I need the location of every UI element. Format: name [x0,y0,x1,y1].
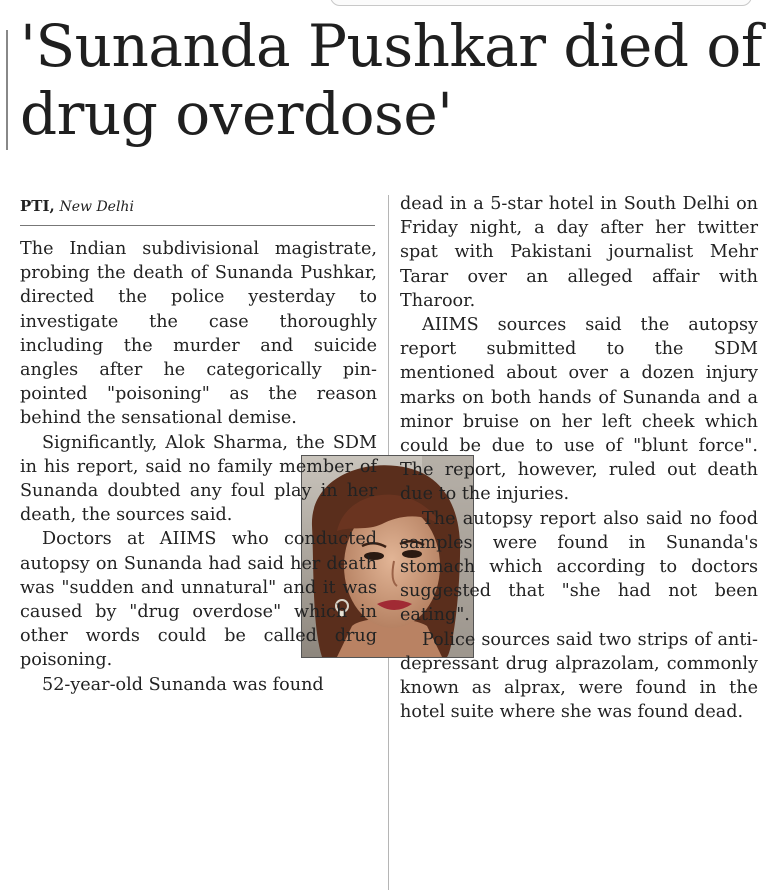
byline-location: New Delhi [59,199,134,215]
article-column-2 [400,192,758,724]
byline-rule [20,225,375,226]
paragraph: Police sources said two strips of anti-depressant drug alprazolam, commonly known as alprax, were found in the hotel suite where she was found dead. [400,629,758,723]
paragraph: dead in a 5-star hotel in South Delhi on Friday night, a day after her twitter spat with Pakistani journalist Mehr Tarar over an alleged affair with Tharoor. [400,194,758,311]
paragraph: Doctors at AIIMS who conducted autopsy on Sunanda had said her death was "sudden and unnatural" and it was caused by "drug overdose" which in other words could be called drug poisoning. [20,529,377,671]
page-top-tab [330,0,752,6]
paragraph: The Indian subdivisional magistrate, probing the death of Sunanda Pushkar, directed the police yesterday to investigate the case thoroughly including the murder and suicide angles after he categorically pin-pointed "poisoning" as the reason behind the sensational demise. [20,239,377,429]
byline [20,197,134,215]
paragraph: The autopsy report also said no food samples were found in Sunanda's stomach which according to doctors suggested that "she had not been eating". [400,508,758,626]
headline: 'Sunanda Pushkar died of drug overdose' [20,12,762,148]
article-column-1 [20,237,377,697]
paragraph: 52-year-old Sunanda was found [42,674,324,695]
byline-agency: PTI, [20,197,55,215]
paragraph: Significantly, Alok Sharma, the SDM in his report, said no family member of Sunanda doubted any foul play in her death, the sources said. [20,432,377,526]
paragraph: AIIMS sources said the autopsy report submitted to the SDM mentioned about over a dozen injury marks on both hands of Sunanda and a minor bruise on her left cheek which could be due to use of "blunt force". The report, however, ruled out death due to the injuries. [400,315,758,505]
left-margin-rule [6,30,8,150]
